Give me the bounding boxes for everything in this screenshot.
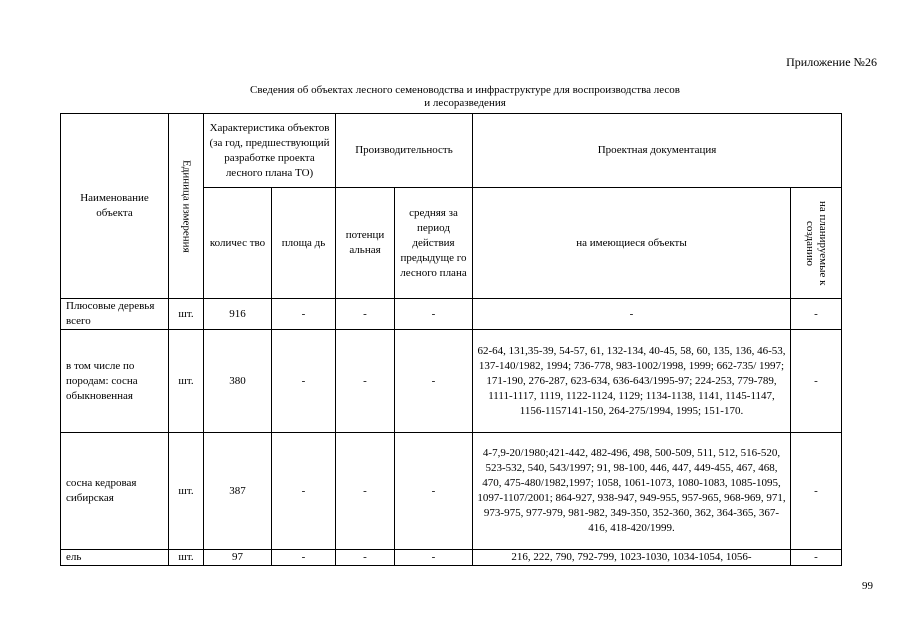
- row-quantity: 916: [204, 299, 272, 330]
- page-number: 99: [862, 580, 873, 592]
- appendix-label: Приложение №26: [786, 55, 877, 69]
- row-average: -: [395, 550, 473, 566]
- title-line-1: Сведения об объектах лесного семеноводства и инфраструктуре для воспроизводства лесов: [250, 84, 680, 96]
- row-planned: -: [791, 299, 842, 330]
- header-existing: на имеющиеся объекты: [473, 188, 791, 299]
- title-line-2: и лесоразведения: [424, 97, 506, 109]
- header-productivity: Производительность: [336, 114, 473, 188]
- table-row: [61, 433, 842, 550]
- row-potential: -: [336, 330, 395, 433]
- row-quantity: 97: [204, 550, 272, 566]
- header-average: средняя за период действия предыдуще го лесного плана: [395, 188, 473, 299]
- row-potential: -: [336, 433, 395, 550]
- row-existing: 62-64, 131,35-39, 54-57, 61, 132-134, 40-45, 58, 60, 135, 136, 46-53, 137-140/1982, 1994; 736-778, 983-1002/1998, 1999; 662-735/ 1997; 171-190, 276-287, 623-634, 636-643/1995-97; 224-253, 779-789, 1111-1117, 1119, 1122-1124, 1129; 1134-1138, 1141, 1145-1147, 1156-1157141-150, 264-275/1994, 1995; 151-170.: [473, 330, 791, 433]
- row-unit: шт.: [169, 550, 204, 566]
- header-unit: [169, 114, 204, 299]
- row-existing: 4-7,9-20/1980;421-442, 482-496, 498, 500-509, 511, 512, 516-520, 523-532, 540, 543/1997; 91, 98-100, 446, 447, 449-455, 467, 468, 470, 475-480/1982,1997; 1058, 1061-1073, 1080-1083, 1085-1095, 1097-1107/2001; 864-927, 938-947, 949-955, 957-965, 968-969, 971, 973-975, 977-979, 981-982, 349-350, 352-360, 362, 364-365, 367-416, 418-420/1999.: [473, 433, 791, 550]
- header-unit-text: Единица измерения: [180, 159, 193, 253]
- document-title: [195, 84, 735, 110]
- row-existing: -: [473, 299, 791, 330]
- header-characteristics: Характеристика объектов (за год, предшествующий разработке проекта лесного плана ТО): [204, 114, 336, 188]
- row-average: -: [395, 433, 473, 550]
- row-average: -: [395, 299, 473, 330]
- objects-table: [60, 113, 842, 566]
- row-unit: шт.: [169, 330, 204, 433]
- row-quantity: 380: [204, 330, 272, 433]
- row-area: -: [272, 299, 336, 330]
- row-existing: 216, 222, 790, 792-799, 1023-1030, 1034-1054, 1056-: [473, 550, 791, 566]
- row-name: Плюсовые деревья всего: [61, 299, 169, 330]
- table-row: [61, 330, 842, 433]
- row-planned: -: [791, 330, 842, 433]
- header-planned: [791, 188, 842, 299]
- header-quantity: количес тво: [204, 188, 272, 299]
- row-area: -: [272, 550, 336, 566]
- row-name: в том числе по породам: сосна обыкновенная: [61, 330, 169, 433]
- row-potential: -: [336, 299, 395, 330]
- row-planned: -: [791, 433, 842, 550]
- row-name: ель: [61, 550, 169, 566]
- header-planned-text: на планируемые к созданию: [804, 200, 829, 286]
- row-average: -: [395, 330, 473, 433]
- table-row: [61, 550, 842, 566]
- row-area: -: [272, 433, 336, 550]
- table-row: [61, 299, 842, 330]
- header-name: Наименование объекта: [61, 114, 169, 299]
- header-potential: потенци альная: [336, 188, 395, 299]
- header-project-docs: Проектная документация: [473, 114, 842, 188]
- row-name: сосна кедровая сибирская: [61, 433, 169, 550]
- row-unit: шт.: [169, 433, 204, 550]
- row-planned: -: [791, 550, 842, 566]
- row-potential: -: [336, 550, 395, 566]
- row-unit: шт.: [169, 299, 204, 330]
- header-area: площа дь: [272, 188, 336, 299]
- row-area: -: [272, 330, 336, 433]
- row-quantity: 387: [204, 433, 272, 550]
